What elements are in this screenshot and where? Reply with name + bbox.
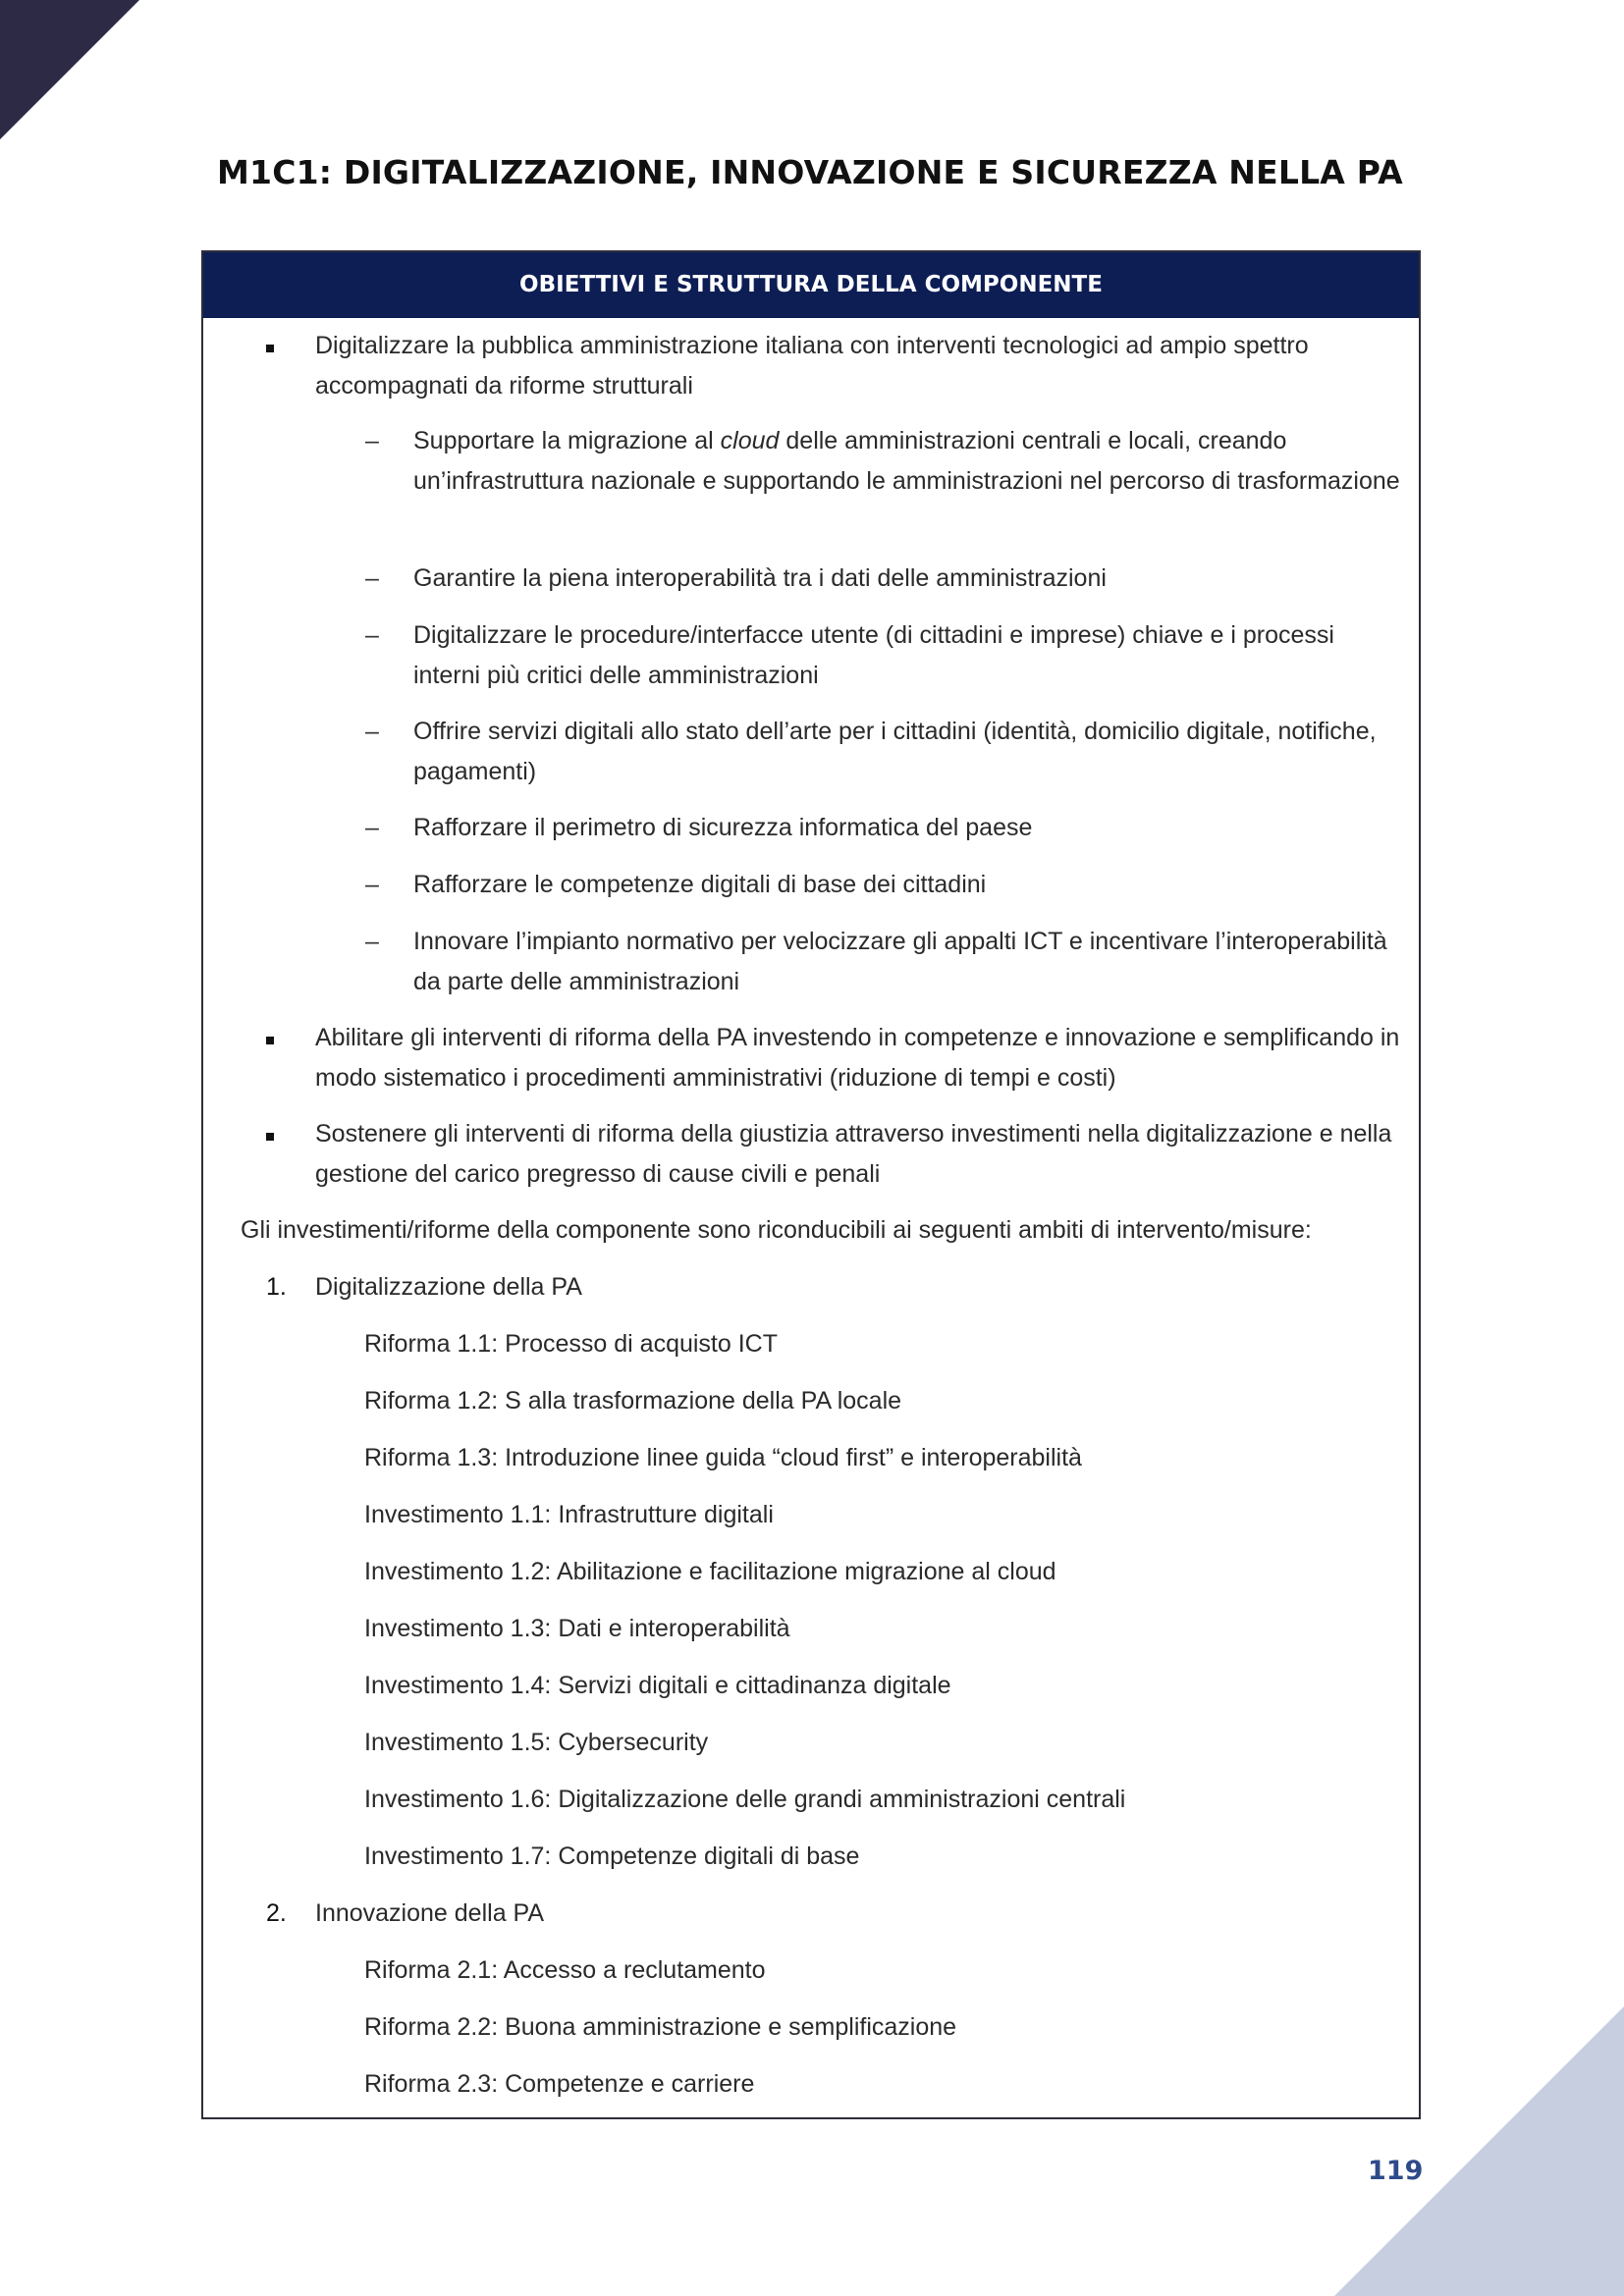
measure-number: 1. (266, 1273, 287, 1301)
dash-marker: – (365, 621, 379, 649)
dash-marker: – (365, 814, 379, 841)
measure-item: Riforma 2.3: Competenze e carriere (364, 2070, 755, 2098)
measure-title: Innovazione della PA (315, 1899, 545, 1927)
measure-title: Digitalizzazione della PA (315, 1273, 582, 1301)
dash-marker: – (365, 928, 379, 955)
measure-item: Investimento 1.7: Competenze digitali di base (364, 1842, 860, 1870)
sub-objective-item: Offrire servizi digitali allo stato dell’arte per i cittadini (identità, domicilio digitale, notifiche, pagamenti) (413, 718, 1377, 785)
measure-item: Investimento 1.4: Servizi digitali e cittadinanza digitale (364, 1672, 951, 1699)
component-box (201, 250, 1421, 2119)
page-number: 119 (1368, 2156, 1424, 2186)
measure-item: Riforma 2.2: Buona amministrazione e semplificazione (364, 2013, 957, 2041)
dash-marker: – (365, 564, 379, 592)
measure-item: Riforma 1.3: Introduzione linee guida “cloud first” e interoperabilità (364, 1444, 1082, 1471)
measure-item: Investimento 1.3: Dati e interoperabilità (364, 1615, 790, 1642)
bullet-marker (266, 1133, 274, 1141)
measure-item: Riforma 1.2: S alla trasformazione della PA locale (364, 1387, 902, 1415)
measure-item: Investimento 1.1: Infrastrutture digitali (364, 1501, 774, 1528)
measures-intro: Gli investimenti/riforme della componente sono riconducibili ai seguenti ambiti di intervento/misure: (241, 1216, 1312, 1244)
objective-item: Abilitare gli interventi di riforma della PA investendo in competenze e innovazione e semplificando in modo sistematico i procedimenti amministrativi (riduzione di tempi e costi) (315, 1024, 1400, 1092)
measure-number: 2. (266, 1899, 287, 1927)
dash-marker: – (365, 718, 379, 745)
sub-objective-item: Garantire la piena interoperabilità tra i dati delle amministrazioni (413, 564, 1107, 592)
sub-objective-item: Innovare l’impianto normativo per velocizzare gli appalti ICT e incentivare l’interoperabilità da parte delle amministrazioni (413, 928, 1387, 995)
sub-objective-item: Rafforzare le competenze digitali di base dei cittadini (413, 871, 987, 898)
measure-item: Investimento 1.6: Digitalizzazione delle grandi amministrazioni centrali (364, 1786, 1126, 1813)
bullet-marker (266, 345, 274, 352)
bullet-marker (266, 1037, 274, 1044)
sub-objective-item: Supportare la migrazione al cloud delle amministrazioni centrali e locali, creando un’infrastruttura nazionale e supportando le amministrazioni nel percorso di trasformazione (413, 427, 1400, 495)
dash-marker: – (365, 871, 379, 898)
measure-item: Investimento 1.5: Cybersecurity (364, 1729, 709, 1756)
measure-item: Investimento 1.2: Abilitazione e facilitazione migrazione al cloud (364, 1558, 1056, 1585)
measure-item: Riforma 1.1: Processo di acquisto ICT (364, 1330, 778, 1358)
objective-item: Digitalizzare la pubblica amministrazione italiana con interventi tecnologici ad ampio spettro accompagnati da riforme strutturali (315, 332, 1309, 400)
page-title: M1C1: DIGITALIZZAZIONE, INNOVAZIONE E SICUREZZA NELLA PA (217, 153, 1403, 191)
corner-decoration-top-left (0, 0, 139, 139)
box-header: OBIETTIVI E STRUTTURA DELLA COMPONENTE (203, 252, 1419, 318)
sub-objective-item: Rafforzare il perimetro di sicurezza informatica del paese (413, 814, 1033, 841)
objective-item: Sostenere gli interventi di riforma della giustizia attraverso investimenti nella digitalizzazione e nella gestione del carico pregresso di cause civili e penali (315, 1120, 1392, 1188)
measure-item: Riforma 2.1: Accesso a reclutamento (364, 1956, 766, 1984)
dash-marker: – (365, 427, 379, 454)
sub-objective-item: Digitalizzare le procedure/interfacce utente (di cittadini e imprese) chiave e i processi interni più critici delle amministrazioni (413, 621, 1334, 689)
